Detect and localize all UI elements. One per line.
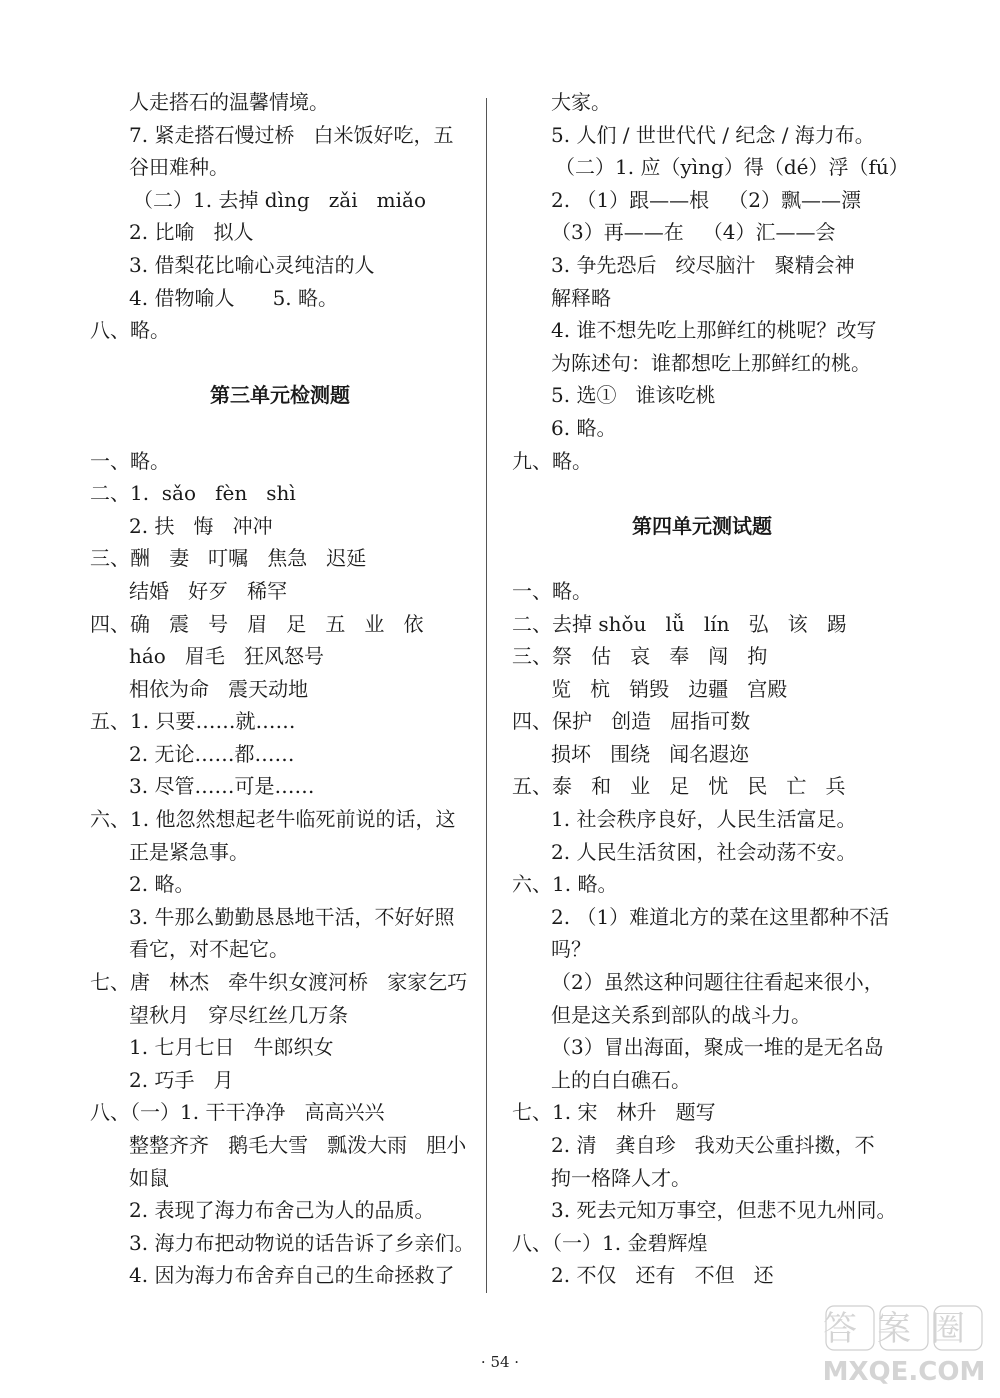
answer-line: 为陈述句：谁都想吃上那鲜红的桃。 [551,350,871,375]
answer-line: 三、祭 估 哀 奉 闯 拘 [512,644,768,669]
answer-line: 二、去掉 shǒu lǚ lín 弘 该 踢 [512,611,847,636]
answer-line: 如鼠 [129,1165,169,1190]
answer-line: 三、酬 妻 叮嘱 焦急 迟延 [90,546,367,571]
watermark-logo [820,1300,990,1390]
answer-line: 拘一格降人才。 [551,1165,691,1190]
answer-line: 6. 略。 [551,415,617,440]
watermark-text: 答案圈 [823,1309,985,1349]
answer-line: 吗？ [551,937,591,962]
answer-line: 四、保护 创造 屈指可数 [512,709,751,734]
answer-line: 1. 社会秩序良好，人民生活富足。 [551,807,857,832]
answer-line: 2. 扶 悔 冲冲 [129,513,273,538]
answer-line: （二）1. 去掉 dìng zǎi miǎo [133,187,427,212]
answer-line: 3. 死去元知万事空，但悲不见九州同。 [551,1198,897,1223]
answer-line: 2. 表现了海力布舍己为人的品质。 [129,1198,435,1223]
answer-line: 四、确 震 号 眉 足 五 业 依 [90,611,424,636]
answer-line: 4. 谁不想先吃上那鲜红的桃呢？改写 [551,318,877,343]
answer-line: 大家。 [551,90,611,114]
answer-line: 八、略。 [90,318,170,343]
section-heading: 第三单元检测题 [210,383,350,408]
answer-line: 3. 海力布把动物说的话告诉了乡亲们。 [129,1230,475,1255]
answer-line: 览 杭 销毁 边疆 宫殿 [551,676,788,701]
answer-line: háo 眉毛 狂风怒号 [129,644,324,669]
answer-line: 八、（一）1. 干干净净 高高兴兴 [90,1100,385,1125]
answer-line: 一、略。 [90,448,170,473]
answer-line: 但是这关系到部队的战斗力。 [551,1002,811,1027]
answer-line: 上的白白礁石。 [551,1067,691,1092]
spacer [90,347,470,380]
answer-line: 2. 比喻 拟人 [129,220,254,245]
answer-line: （3）冒出海面，聚成一堆的是无名岛 [551,1035,884,1060]
answer-line: 2. 无论……都…… [129,741,295,766]
spacer [512,477,892,510]
answer-line: 1. 七月七日 牛郎织女 [129,1035,334,1060]
answer-line: 3. 尽管……可是…… [129,774,315,799]
answer-line: 3. 牛那么勤勤恳恳地干活，不好好照 [129,904,455,929]
answer-line: 一、略。 [512,578,592,603]
right-column [512,86,909,1292]
page-number: · 54 · [480,1353,520,1371]
answer-line: 九、略。 [512,448,592,473]
answer-line: 2. （1）难道北方的菜在这里都种不活 [551,904,890,929]
answer-line: （二）1. 应（yìng）得（dé）浮（fú） [555,155,909,180]
answer-line: （3）再——在 （4）汇——会 [551,220,836,245]
answer-line: 4. 借物喻人 5. 略。 [129,285,339,310]
answer-line: 结婚 好歹 稀罕 [129,578,288,603]
answer-line: 人走搭石的温馨情境。 [129,90,329,114]
watermark-domain: MXQE.COM [822,1357,986,1387]
answer-line: 7. 紧走搭石慢过桥 白米饭好吃，五 [129,122,454,147]
answer-line: 2. （1）跟——根 （2）飘——漂 [551,187,861,212]
answer-line: 谷田难种。 [129,155,229,180]
answer-line: 五、泰 和 业 足 忧 民 亡 兵 [512,774,846,799]
answer-line: 正是紧急事。 [129,839,249,864]
answer-line: 2. 巧手 月 [129,1067,234,1092]
answer-line: 六、1. 他忽然想起老牛临死前说的话，这 [90,807,456,832]
answer-line: 解释略 [551,285,611,310]
answer-line: 二、1. sǎo fèn shì [90,481,296,506]
answer-line: 整整齐齐 鹅毛大雪 瓢泼大雨 胆小 [129,1133,467,1157]
answer-line: 3. 争先恐后 绞尽脑汁 聚精会神 [551,252,855,277]
answer-line: 5. 选① 谁该吃桃 [551,383,716,408]
answer-line: 五、1. 只要……就…… [90,709,296,734]
answer-line: 相依为命 震天动地 [129,676,309,701]
answer-line: 六、1. 略。 [512,872,618,897]
spacer [512,542,892,575]
spacer [90,412,470,445]
answer-line: 七、唐 林杰 牵牛织女渡河桥 家家乞巧 [90,970,468,995]
answer-line: 3. 借梨花比喻心灵纯洁的人 [129,252,375,277]
answer-line: 5. 人们 / 世世代代 / 纪念 / 海力布。 [551,122,875,147]
answer-line: 八、（一）1. 金碧辉煌 [512,1230,708,1255]
answer-line: 七、1. 宋 林升 题写 [512,1100,716,1125]
answer-line: 望秋月 穿尽红丝几万条 [129,1002,349,1027]
answer-line: 2. 不仅 还有 不但 还 [551,1263,774,1288]
section-heading: 第四单元测试题 [632,513,772,538]
answer-line: 4. 因为海力布舍弃自己的生命拯救了 [129,1263,455,1288]
answer-line: 看它，对不起它。 [129,937,289,962]
answer-line: 2. 清 龚自珍 我劝天公重抖擞，不 [551,1133,875,1157]
answer-line: （2）虽然这种问题往往看起来很小， [551,970,884,995]
answer-line: 损坏 围绕 闻名遐迩 [551,741,750,766]
answer-line: 2. 略。 [129,872,195,897]
answer-line: 2. 人民生活贫困，社会动荡不安。 [551,839,857,864]
left-column [90,86,475,1292]
column-divider [486,98,487,1293]
